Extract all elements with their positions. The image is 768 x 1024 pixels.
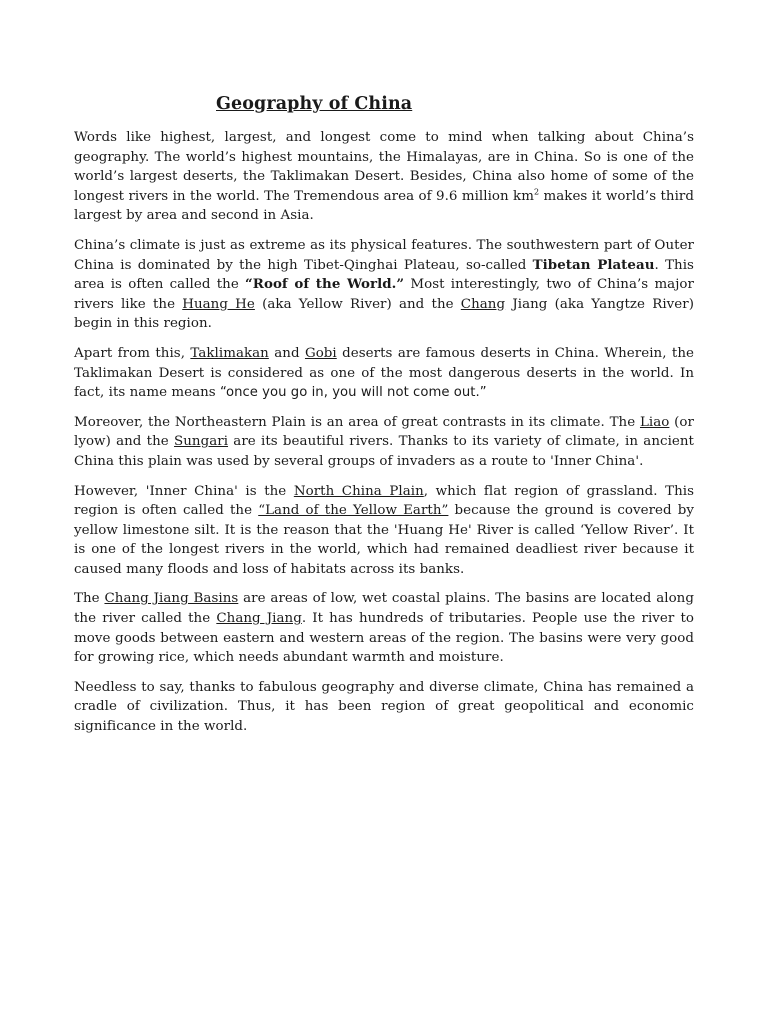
text: are areas of low, wet coastal plains. The basins are located along the river called the [74,591,694,627]
text: Words like highest, largest, and longest come to mind when talking about China’s geography. The world’s highest mountains, the Himalayas, are in China. So is one of the world’s largest deserts, the Taklimakan Desert. Besides, China also home of some of the longest rivers in the world. The Tremendous area of 9.6 million km [74,130,694,204]
text: makes it world’s third largest by area and second in Asia. [74,188,695,224]
paragraph-inner-china [74,482,694,580]
text: deserts are famous deserts in China. Wherein, the Taklimakan Desert is considered as one of the most dangerous deserts in the world. In fact, its name means [74,345,694,401]
text: (or lyow) and the [74,414,694,450]
underlined-term-huang-he: Huang He [182,296,255,312]
underlined-term-land-of-the-yellow-earth: “Land of the Yellow Earth” [258,503,449,519]
underlined-term-chang-jiang: Chang Jiang [216,611,302,627]
text: Needless to say, thanks to fabulous geography and diverse climate, China has remained a cradle of civilization. Thus, it has been region of great geopolitical and economic significance in the world. [74,679,694,735]
paragraph-intro [74,128,694,226]
paragraph-conclusion [74,678,694,737]
text: Moreover, the Northeastern Plain is an area of great contrasts in its climate. The [74,414,640,430]
paragraph-northeastern-plain [74,413,694,472]
text: , which flat region of grassland. This region is often called the [74,483,694,519]
document-page [74,92,694,747]
text: Most interestingly, two of China’s major rivers like the [74,277,694,312]
bold-term-roof-of-the-world: “Roof of the World.” [245,276,405,293]
underlined-term-gobi: Gobi [304,345,337,361]
paragraph-deserts [74,344,694,403]
text: . This area is often called the [74,257,694,293]
text: Apart from this, [74,345,191,361]
text: The [74,591,105,607]
text: because the ground is covered by yellow limestone silt. It is the reason that the 'Huang He' River is called ‘Yellow River’. It is one of the longest rivers in the world, which had remained deadliest river because it caused many floods and loss of habitats across its banks. [74,503,694,577]
text: . It has hundreds of tributaries. People use the river to move goods between eastern and western areas of the region. The basins were very good for growing rice, which needs abundant warmth and moisture. [74,611,695,666]
underlined-term-north-china-plain: North China Plain [293,483,424,499]
document-title: Geography of China [216,94,413,114]
text: China’s climate is just as extreme as its physical features. The southwestern part of Outer China is dominated by the high Tibet-Qinghai Plateau, so-called [74,237,694,273]
text: Jiang (aka Yangtze River) begin in this region. [74,296,694,332]
underlined-term-chang-jiang-basins: Chang Jiang Basins [104,591,239,607]
text: are its beautiful rivers. Thanks to its variety of climate, in ancient China this plain was used by several groups of invaders as a route to 'Inner China'. [74,434,694,469]
text: and [268,345,305,361]
text: (aka Yellow River) and the [254,296,461,312]
underlined-term-liao: Liao [639,414,670,430]
quote-text: “once you go in, you will not come out.” [220,385,487,401]
underlined-term-chang: Chang [460,296,506,312]
paragraph-chang-jiang-basins [74,589,694,667]
paragraph-climate [74,236,694,334]
superscript: 2 [533,187,540,197]
bold-term-tibetan-plateau: Tibetan Plateau [532,256,655,273]
text: However, 'Inner China' is the [74,483,294,499]
underlined-term-taklimakan: Taklimakan [190,345,269,361]
underlined-term-sungari: Sungari [174,434,229,450]
